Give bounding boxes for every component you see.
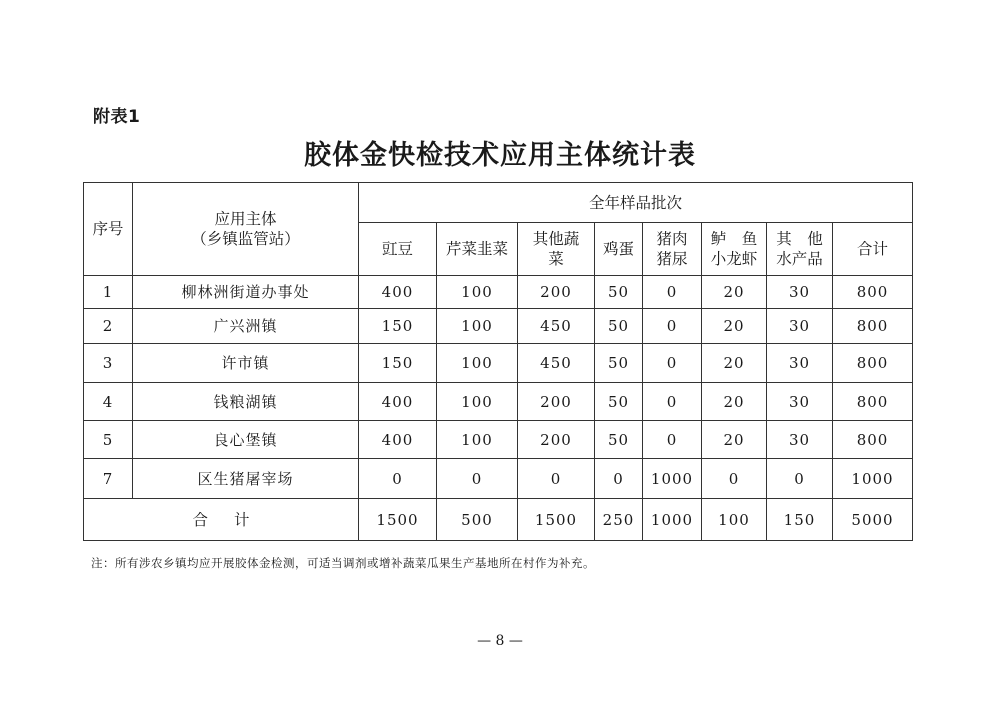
row-value-cell: 150 [359, 344, 437, 383]
total-cell: 250 [595, 499, 643, 541]
total-cell: 1500 [518, 499, 595, 541]
table-row [84, 459, 913, 499]
header-entity-line2: （乡镇监管站） [191, 230, 300, 248]
row-seq: 1 [84, 276, 133, 309]
row-value-cell: 800 [833, 276, 913, 309]
total-row [84, 499, 913, 541]
footnote: 注：所有涉农乡镇均应开展胶体金检测，可适当调剂或增补蔬菜瓜果生产基地所在村作为补充。 [91, 556, 595, 570]
row-entity-name: 良心堡镇 [133, 421, 359, 459]
row-value-cell: 1000 [643, 459, 702, 499]
row-value-cell: 0 [643, 421, 702, 459]
table-row [84, 276, 913, 309]
row-value-cell: 50 [595, 421, 643, 459]
row-value-cell: 100 [437, 276, 518, 309]
column-header-line: 鲈 鱼 [710, 230, 758, 248]
column-header [833, 223, 913, 276]
column-header-line: 水产品 [776, 250, 823, 268]
row-value-cell: 50 [595, 309, 643, 344]
row-value-cell: 100 [437, 344, 518, 383]
column-header-line: 豇豆 [381, 240, 413, 258]
total-cell: 150 [767, 499, 833, 541]
column-header-line: 合计 [857, 240, 889, 258]
row-value-cell: 100 [437, 309, 518, 344]
row-value-cell: 30 [767, 276, 833, 309]
row-value-cell: 30 [767, 383, 833, 421]
column-header [595, 223, 643, 276]
row-value-cell: 0 [518, 459, 595, 499]
table-title: 胶体金快检技术应用主体统计表 [304, 140, 696, 171]
row-value-cell: 30 [767, 421, 833, 459]
table-body [84, 276, 913, 499]
column-header [359, 223, 437, 276]
row-value-cell: 20 [702, 421, 767, 459]
row-value-cell: 400 [359, 421, 437, 459]
row-seq: 4 [84, 383, 133, 421]
row-value-cell: 0 [359, 459, 437, 499]
row-value-cell: 200 [518, 421, 595, 459]
row-value-cell: 20 [702, 309, 767, 344]
column-header [767, 223, 833, 276]
row-value-cell: 20 [702, 383, 767, 421]
table-row [84, 383, 913, 421]
table-row [84, 344, 913, 383]
row-value-cell: 0 [643, 383, 702, 421]
column-header-line: 其 他 [776, 230, 823, 248]
total-cell: 500 [437, 499, 518, 541]
column-header-line: 菜 [548, 250, 564, 268]
row-seq: 2 [84, 309, 133, 344]
row-entity-name: 钱粮湖镇 [133, 383, 359, 421]
row-value-cell: 0 [643, 309, 702, 344]
row-value-cell: 450 [518, 309, 595, 344]
row-value-cell: 30 [767, 344, 833, 383]
row-value-cell: 100 [437, 421, 518, 459]
page-number: — 8 — [477, 633, 523, 649]
row-value-cell: 50 [595, 344, 643, 383]
row-value-cell: 0 [702, 459, 767, 499]
total-cell: 1500 [359, 499, 437, 541]
row-entity-name: 柳林洲街道办事处 [133, 276, 359, 309]
row-value-cell: 0 [595, 459, 643, 499]
header-entity-line1: 应用主体 [214, 210, 277, 228]
row-value-cell: 200 [518, 383, 595, 421]
column-header-line: 猪尿 [656, 250, 688, 268]
table-row [84, 309, 913, 344]
row-value-cell: 0 [643, 276, 702, 309]
row-value-cell: 50 [595, 383, 643, 421]
total-cell: 100 [702, 499, 767, 541]
total-cell: 1000 [643, 499, 702, 541]
column-header-line: 芹菜韭菜 [445, 240, 508, 258]
row-entity-name: 区生猪屠宰场 [133, 459, 359, 499]
header-row-1 [84, 183, 913, 223]
row-entity-name: 广兴洲镇 [133, 309, 359, 344]
column-header-line: 鸡蛋 [602, 240, 634, 258]
row-value-cell: 30 [767, 309, 833, 344]
column-header-line: 小龙虾 [710, 250, 758, 268]
row-value-cell: 800 [833, 309, 913, 344]
row-value-cell: 150 [359, 309, 437, 344]
row-seq: 5 [84, 421, 133, 459]
column-header-line: 猪肉 [656, 230, 688, 248]
row-value-cell: 400 [359, 276, 437, 309]
row-value-cell: 800 [833, 383, 913, 421]
row-value-cell: 0 [437, 459, 518, 499]
row-value-cell: 20 [702, 344, 767, 383]
row-seq: 7 [84, 459, 133, 499]
row-value-cell: 0 [767, 459, 833, 499]
header-sample-group: 全年样品批次 [359, 183, 913, 223]
header-entity [133, 183, 359, 276]
column-header-line: 其他蔬 [532, 230, 580, 248]
row-value-cell: 800 [833, 344, 913, 383]
column-header [518, 223, 595, 276]
column-header [702, 223, 767, 276]
table-row [84, 421, 913, 459]
row-value-cell: 20 [702, 276, 767, 309]
appendix-label: 附表1 [93, 107, 141, 127]
statistics-table [83, 182, 913, 541]
row-value-cell: 200 [518, 276, 595, 309]
column-header [437, 223, 518, 276]
row-entity-name: 许市镇 [133, 344, 359, 383]
row-seq: 3 [84, 344, 133, 383]
header-seq: 序号 [84, 183, 133, 276]
row-value-cell: 50 [595, 276, 643, 309]
row-value-cell: 100 [437, 383, 518, 421]
total-cell: 5000 [833, 499, 913, 541]
row-value-cell: 1000 [833, 459, 913, 499]
column-header [643, 223, 702, 276]
total-label: 合计 [84, 499, 359, 541]
row-value-cell: 450 [518, 344, 595, 383]
row-value-cell: 400 [359, 383, 437, 421]
row-value-cell: 0 [643, 344, 702, 383]
row-value-cell: 800 [833, 421, 913, 459]
